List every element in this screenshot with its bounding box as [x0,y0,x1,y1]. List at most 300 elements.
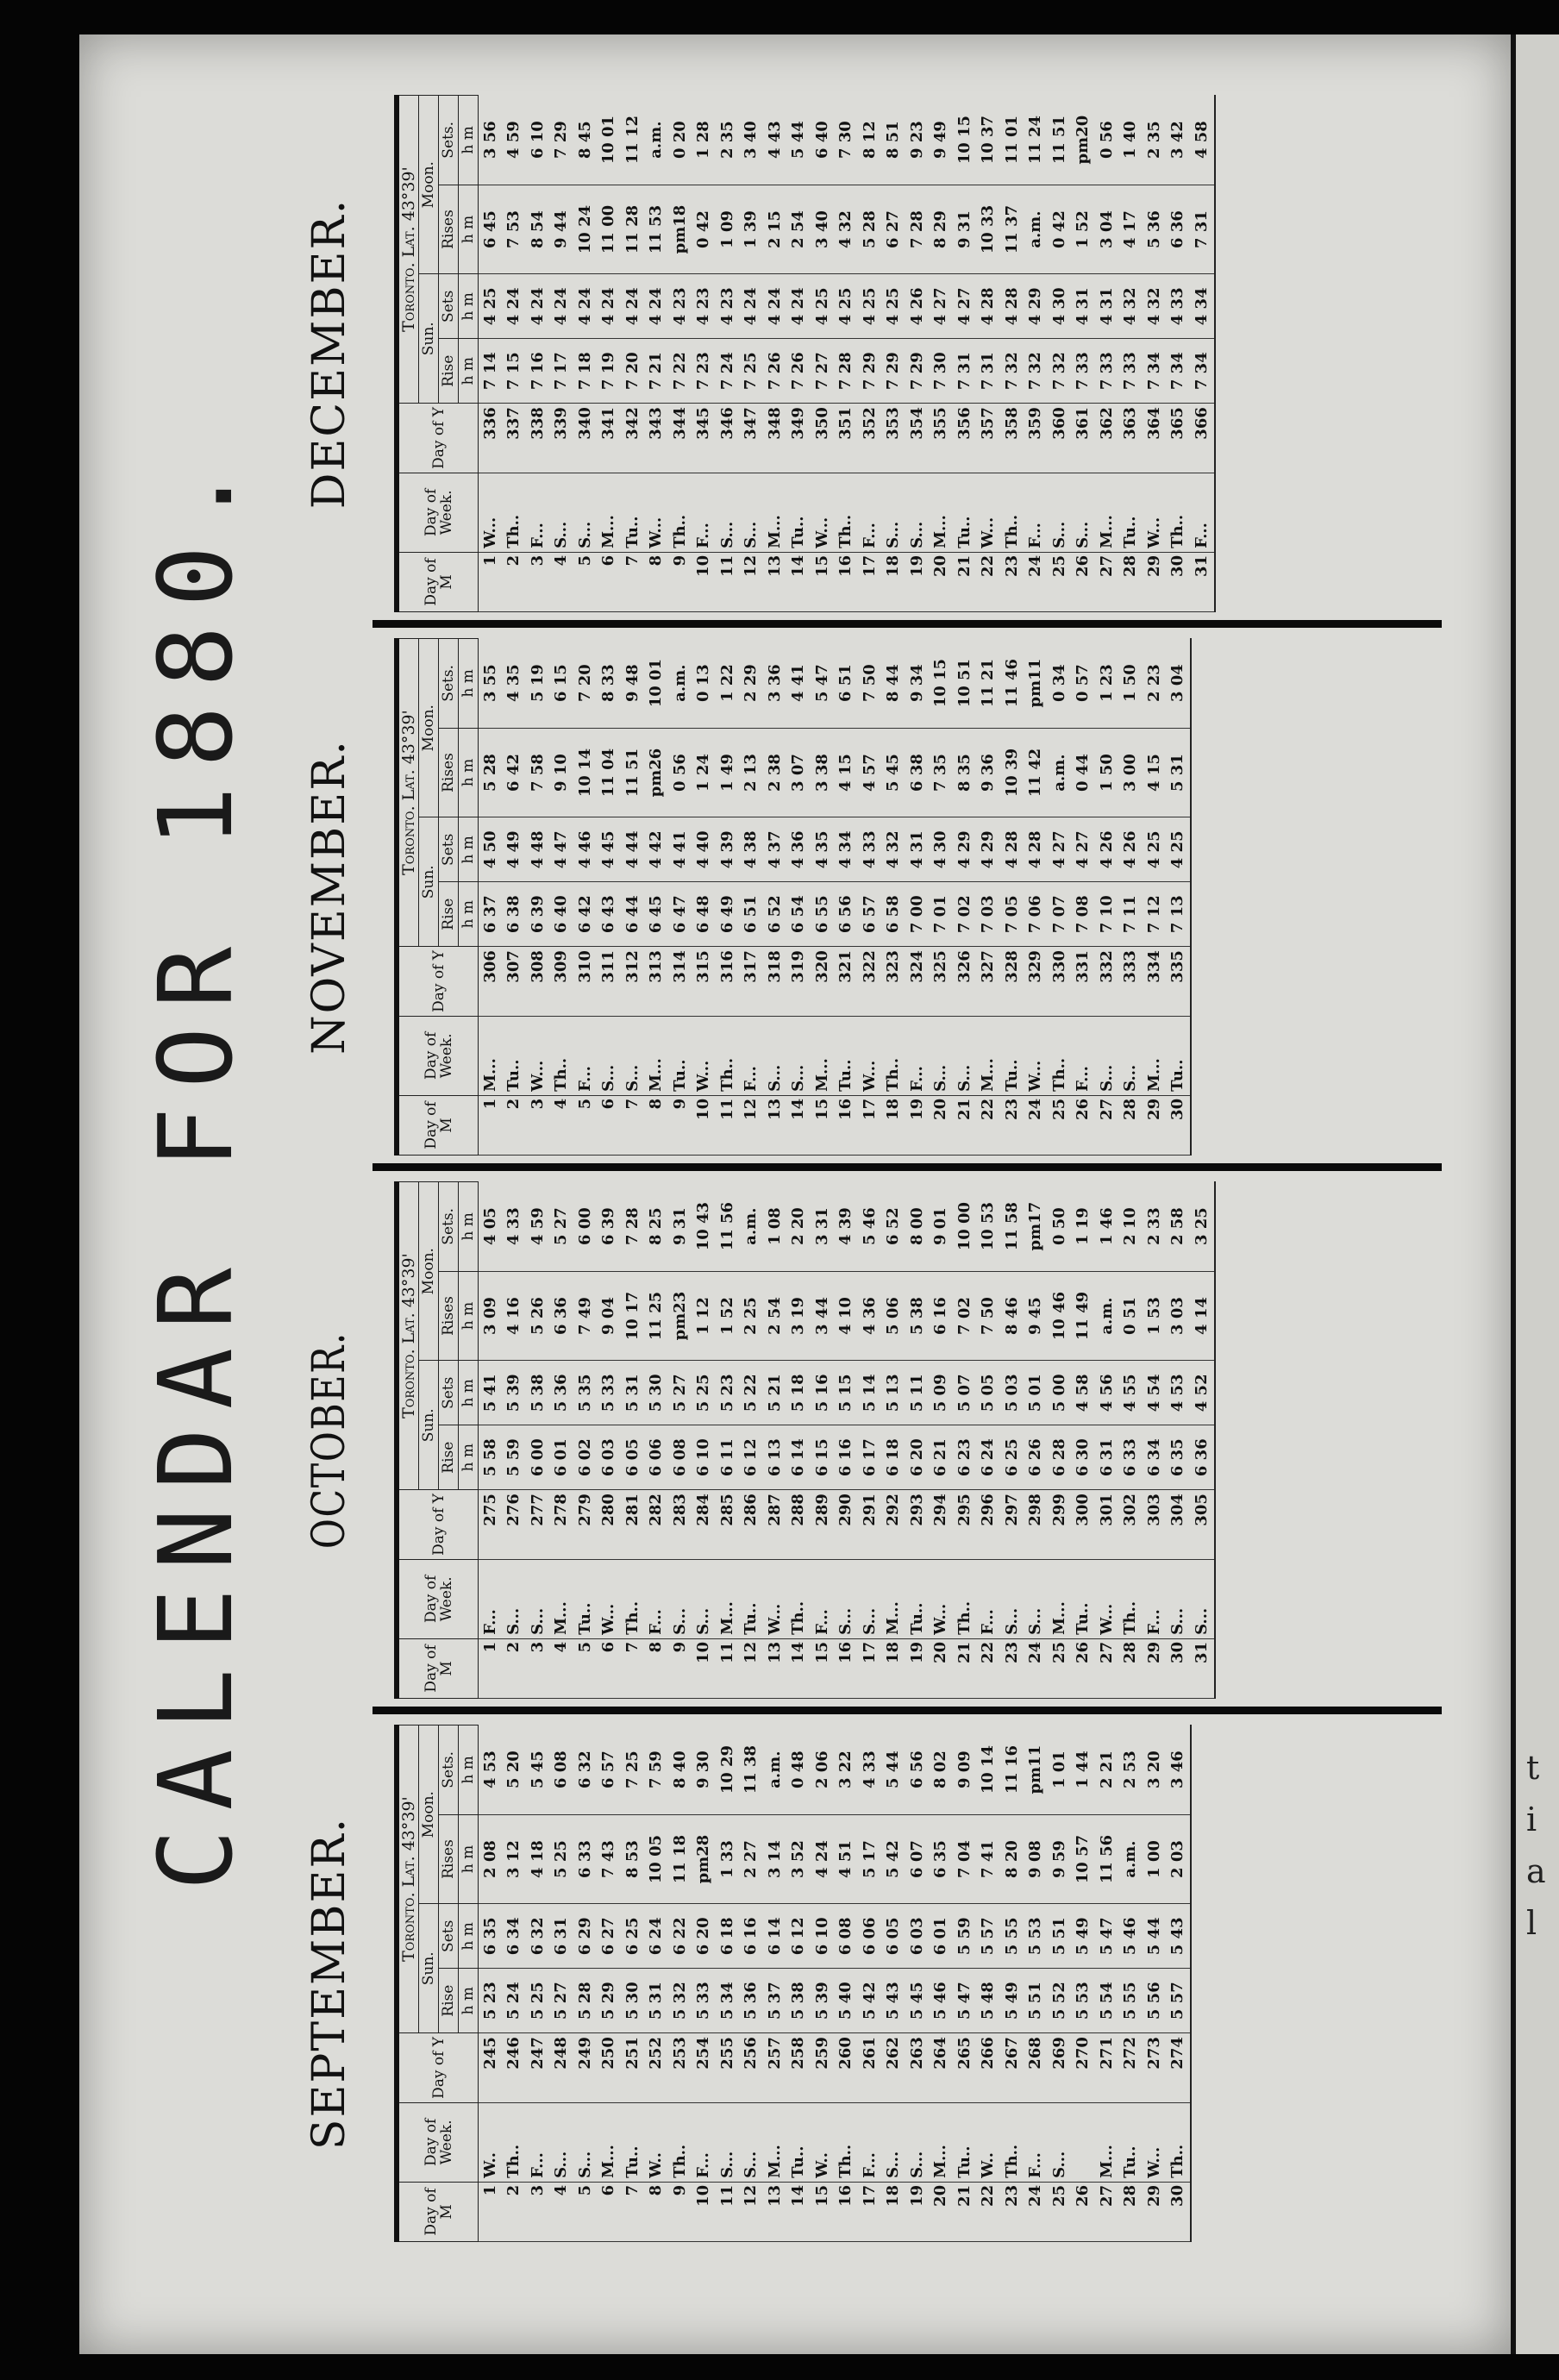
day-of-week: W.. [645,2102,669,2182]
day-of-month: 21 [953,1095,977,1155]
day-of-year: 309 [550,947,574,1017]
sun-set: 5 31 [621,1361,645,1425]
header-sun-sets: Sets [439,817,459,882]
sun-rise: 7 26 [787,339,811,404]
sun-rise: 5 37 [763,1969,787,2033]
sun-set: 6 31 [550,1904,574,1969]
day-of-week: M... [479,1016,503,1095]
table-row [811,1182,835,1699]
day-of-week: M... [977,1016,1001,1095]
table-row [1095,639,1119,1156]
day-of-year: 330 [1048,947,1072,1017]
table-row [905,639,930,1156]
sun-set: 6 08 [835,1904,859,1969]
moon-rise: 6 33 [573,1814,598,1904]
day-of-month: 6 [598,1095,622,1155]
day-of-month: 30 [1167,2182,1192,2241]
day-of-month: 7 [621,1638,645,1698]
table-row [479,639,503,1156]
moon-set: 11 58 [1000,1182,1024,1272]
sun-set: 4 32 [1119,274,1143,339]
table-row [692,96,717,612]
header-units: h m [459,1361,479,1425]
sun-set: 4 27 [1072,817,1096,882]
header-sun-rise: Rise [439,1425,459,1490]
day-of-week: S... [740,2102,764,2182]
day-of-week: S... [573,2102,598,2182]
sun-rise: 6 21 [930,1425,954,1490]
moon-rise: 7 43 [598,1814,622,1904]
moon-set: 0 13 [692,639,717,729]
table-row [503,1182,527,1699]
day-of-year: 312 [621,947,645,1017]
sun-set: 6 35 [479,1904,503,1969]
day-of-month: 9 [668,2182,692,2241]
sun-rise: 7 32 [1048,339,1072,404]
moon-rise: 11 37 [1000,185,1024,274]
day-of-year: 263 [905,2033,930,2103]
moon-rise: a.m. [1048,728,1072,817]
moon-rise: 9 36 [977,728,1001,817]
moon-set: 4 58 [1190,96,1215,185]
month-3 [265,95,1429,612]
sun-rise: 5 29 [598,1969,622,2033]
moon-set: 11 12 [621,96,645,185]
sun-rise: 6 39 [526,882,550,947]
sun-set: 5 16 [811,1361,835,1425]
moon-set: 4 59 [526,1182,550,1272]
day-of-week: Tu.. [835,1016,859,1095]
day-of-year: 283 [668,1490,692,1560]
moon-rise: 10 33 [977,185,1001,274]
day-of-week: S... [763,1016,787,1095]
moon-set: 10 29 [716,1726,740,1815]
sun-rise: 5 38 [787,1969,811,2033]
sun-rise: 7 33 [1072,339,1096,404]
header-moon-sets: Sets. [439,96,459,185]
moon-rise: 4 36 [858,1271,882,1361]
table-row [977,639,1001,1156]
header-units: h m [459,274,479,339]
day-of-week: Th.. [953,1559,977,1638]
sun-rise: 7 20 [621,339,645,404]
sun-rise: 6 03 [598,1425,622,1490]
sun-set: 4 41 [668,817,692,882]
day-of-week: S... [882,473,906,552]
sun-rise: 7 08 [1072,882,1096,947]
table-row [763,1726,787,2242]
header-sun: Sun. [419,817,439,947]
sun-set: 4 47 [550,817,574,882]
moon-rise: 10 46 [1048,1271,1072,1361]
moon-set: 2 53 [1119,1726,1143,1815]
moon-set: 1 22 [716,639,740,729]
sun-set: 5 38 [526,1361,550,1425]
day-of-month: 30 [1167,1638,1191,1698]
moon-set: 10 01 [598,96,622,185]
day-of-month: 12 [740,2182,764,2241]
sun-set: 5 41 [479,1361,503,1425]
day-of-week: M... [1143,1016,1167,1095]
day-of-month: 2 [503,1638,527,1698]
sun-rise: 5 58 [479,1425,503,1490]
day-of-week: F... [1143,1559,1167,1638]
day-of-month: 10 [692,552,717,611]
month-divider [373,1163,1442,1171]
moon-rise: 7 50 [977,1271,1001,1361]
day-of-week: Th.. [1000,473,1024,552]
moon-set: 4 33 [858,1726,882,1815]
table-row [526,639,550,1156]
table-row [835,1726,859,2242]
table-row [953,96,977,612]
sun-set: 4 24 [740,274,764,339]
day-of-month: 20 [930,552,954,611]
day-of-month: 23 [1000,552,1024,611]
day-of-month: 19 [905,2182,930,2241]
table-row [573,1726,598,2242]
sun-set: 5 00 [1048,1361,1072,1425]
table-row [1024,1726,1049,2242]
sun-set: 5 30 [645,1361,669,1425]
moon-rise: 3 07 [787,728,811,817]
moon-set: 7 59 [645,1726,669,1815]
day-of-year: 270 [1072,2033,1096,2103]
header-units: h m [459,1271,479,1361]
moon-rise: 3 03 [1167,1271,1191,1361]
sun-rise: 6 20 [905,1425,930,1490]
day-of-week: W... [479,473,503,552]
sun-set: 4 25 [882,274,906,339]
sun-rise: 5 55 [1119,1969,1143,2033]
sun-set: 4 33 [858,817,882,882]
sun-rise: 5 43 [882,1969,906,2033]
day-of-week: W... [1143,2102,1167,2182]
day-of-week: M... [763,473,787,552]
header-units: h m [459,1814,479,1904]
sun-rise: 5 56 [1143,1969,1167,2033]
sun-set: 4 53 [1167,1361,1191,1425]
table-row [977,96,1001,612]
table-row [1024,639,1049,1156]
day-of-week: F... [692,2102,717,2182]
sun-set: 6 01 [930,1904,954,1969]
sun-set: 4 26 [1095,817,1119,882]
day-of-month: 24 [1024,552,1049,611]
day-of-week: W... [1143,473,1167,552]
day-of-year: 292 [882,1490,906,1560]
day-of-week: S... [882,2102,906,2182]
moon-rise: 9 04 [598,1271,622,1361]
table-row [668,96,692,612]
moon-set: 1 40 [1119,96,1143,185]
sun-rise: 5 47 [953,1969,977,2033]
day-of-week: F... [645,1559,669,1638]
table-row [882,639,906,1156]
moon-set: 7 29 [550,96,574,185]
moon-rise: pm26 [645,728,669,817]
day-of-month: 31 [1190,1638,1215,1698]
sun-set: 4 26 [1119,817,1143,882]
moon-rise: 3 12 [503,1814,527,1904]
day-of-year: 340 [573,404,598,473]
day-of-month: 27 [1095,1638,1119,1698]
moon-rise: 8 53 [621,1814,645,1904]
day-of-year: 275 [479,1490,503,1560]
table-row [787,1726,811,2242]
moon-set: 8 33 [598,639,622,729]
moon-rise: 6 38 [905,728,930,817]
moon-set: 2 33 [1143,1182,1167,1272]
day-of-week: S... [835,1559,859,1638]
day-of-month: 19 [905,1638,930,1698]
day-of-week: S... [1190,1559,1215,1638]
moon-set: 8 12 [858,96,882,185]
day-of-week: Tu.. [621,2102,645,2182]
day-of-year: 274 [1167,2033,1192,2103]
moon-rise: 7 28 [905,185,930,274]
sun-rise: 7 27 [811,339,835,404]
sun-set: 4 48 [526,817,550,882]
moon-set: 9 30 [692,1726,717,1815]
moon-rise: 3 04 [1095,185,1119,274]
moon-set: 2 23 [1143,639,1167,729]
sun-set: 5 23 [716,1361,740,1425]
day-of-month: 31 [1190,552,1215,611]
sun-set: 4 38 [740,817,764,882]
moon-set: 2 06 [811,1726,835,1815]
day-of-year: 278 [550,1490,574,1560]
moon-rise: 9 31 [953,185,977,274]
day-of-month: 19 [905,552,930,611]
day-of-year: 277 [526,1490,550,1560]
sun-set: 5 35 [573,1361,598,1425]
table-row [977,1726,1001,2242]
moon-rise: 4 10 [835,1271,859,1361]
day-of-month: 24 [1024,2182,1049,2241]
day-of-month: 3 [526,1095,550,1155]
header-day-of-week: Day of Week. [397,473,479,552]
day-of-month: 5 [573,1095,598,1155]
day-of-month: 13 [763,552,787,611]
facing-page-edge [1511,34,1559,2354]
sun-rise: 5 48 [977,1969,1001,2033]
day-of-month: 6 [598,1638,622,1698]
sun-set: 5 09 [930,1361,954,1425]
day-of-week: S... [526,1559,550,1638]
moon-set: 6 00 [573,1182,598,1272]
day-of-month: 4 [550,552,574,611]
sun-set: 6 20 [692,1904,717,1969]
day-of-week: W... [645,473,669,552]
moon-set: 4 53 [479,1726,503,1815]
sun-set: 6 29 [573,1904,598,1969]
day-of-week: Tu.. [1072,1559,1096,1638]
header-sun-sets: Sets [439,274,459,339]
sun-rise: 7 34 [1167,339,1191,404]
table-row [526,1182,550,1699]
sun-rise: 7 31 [953,339,977,404]
day-of-year: 249 [573,2033,598,2103]
day-of-week: F... [1072,1016,1096,1095]
table-row [787,639,811,1156]
header-units: h m [459,882,479,947]
table-row [763,96,787,612]
day-of-year: 319 [787,947,811,1017]
moon-rise: 9 44 [550,185,574,274]
day-of-month: 5 [573,552,598,611]
sun-rise: 7 07 [1048,882,1072,947]
sun-rise: 7 26 [763,339,787,404]
day-of-week: F... [905,1016,930,1095]
sun-set: 5 25 [692,1361,717,1425]
sun-set: 5 36 [550,1361,574,1425]
month-divider [373,620,1442,628]
sun-rise: 6 18 [882,1425,906,1490]
sun-set: 6 34 [503,1904,527,1969]
day-of-week: M... [1095,473,1119,552]
day-of-week: W.. [811,2102,835,2182]
page-title: CALENDAR FOR 1880. [136,446,255,1891]
moon-rise: 10 05 [645,1814,669,1904]
day-of-year: 245 [479,2033,503,2103]
sun-set: 4 25 [1143,817,1167,882]
table-row [526,96,550,612]
table-row [811,1726,835,2242]
day-of-month: 27 [1095,1095,1119,1155]
table-row [835,639,859,1156]
day-of-month: 25 [1048,1095,1072,1155]
moon-rise: 5 38 [905,1271,930,1361]
sun-rise: 5 52 [1048,1969,1072,2033]
day-of-month: 15 [811,2182,835,2241]
sun-set: 4 29 [1024,274,1049,339]
table-row [1119,1726,1143,2242]
day-of-week: M... [930,2102,954,2182]
sun-rise: 6 24 [977,1425,1001,1490]
sun-set: 4 40 [692,817,717,882]
day-of-month: 26 [1072,1095,1096,1155]
day-of-year: 282 [645,1490,669,1560]
month-table [394,1725,1192,2242]
day-of-year: 355 [930,404,954,473]
header-sun-rise: Rise [439,882,459,947]
moon-set: 5 44 [882,1726,906,1815]
sun-set: 6 10 [811,1904,835,1969]
table-row [1190,1182,1215,1699]
sun-rise: 6 14 [787,1425,811,1490]
sun-rise: 7 22 [668,339,692,404]
moon-set: 6 39 [598,1182,622,1272]
table-row [1048,96,1072,612]
header-sun: Sun. [419,274,439,404]
moon-rise: 4 16 [503,1271,527,1361]
sun-set: 4 31 [1072,274,1096,339]
moon-rise: 2 08 [479,1814,503,1904]
day-of-month: 4 [550,2182,574,2241]
moon-rise: 6 16 [930,1271,954,1361]
day-of-year: 300 [1072,1490,1096,1560]
day-of-year: 291 [858,1490,882,1560]
table-row [740,639,764,1156]
day-of-week: S... [1167,1559,1191,1638]
sun-rise: 5 49 [1000,1969,1024,2033]
month-name: NOVEMBER. [304,739,355,1055]
moon-rise: 0 51 [1119,1271,1143,1361]
sun-rise: 6 34 [1143,1425,1167,1490]
sun-rise: 6 55 [811,882,835,947]
day-of-year: 313 [645,947,669,1017]
sun-rise: 6 31 [1095,1425,1119,1490]
table-row [573,1182,598,1699]
day-of-month: 4 [550,1095,574,1155]
day-of-week: W... [977,473,1001,552]
header-moon: Moon. [419,1726,439,1904]
moon-rise: 9 08 [1024,1814,1049,1904]
day-of-week: Tu.. [668,1016,692,1095]
moon-set: 7 28 [621,1182,645,1272]
day-of-week: F... [692,473,717,552]
day-of-year: 320 [811,947,835,1017]
day-of-year: 351 [835,404,859,473]
day-of-year: 321 [835,947,859,1017]
day-of-year: 256 [740,2033,764,2103]
sun-rise: 7 24 [716,339,740,404]
sun-set: 4 34 [1190,274,1215,339]
moon-set: 3 20 [1143,1726,1167,1815]
header-moon-rises: Rises [439,728,459,817]
sun-rise: 5 45 [905,1969,930,2033]
table-row [621,1182,645,1699]
day-of-month: 30 [1167,552,1191,611]
moon-set: 5 45 [526,1726,550,1815]
sun-set: 6 05 [882,1904,906,1969]
moon-set: 9 09 [953,1726,977,1815]
sun-set: 4 28 [1000,274,1024,339]
moon-set: 2 29 [740,639,764,729]
day-of-month: 18 [882,552,906,611]
moon-set: 2 20 [787,1182,811,1272]
day-of-year: 246 [503,2033,527,2103]
header-units: h m [459,339,479,404]
table-row [503,96,527,612]
day-of-year: 268 [1024,2033,1049,2103]
moon-rise: 5 28 [479,728,503,817]
sun-set: 5 46 [1119,1904,1143,1969]
day-of-month: 1 [479,552,503,611]
sun-rise: 5 31 [645,1969,669,2033]
sun-set: 6 25 [621,1904,645,1969]
day-of-year: 338 [526,404,550,473]
moon-rise: 11 28 [621,185,645,274]
day-of-year: 297 [1000,1490,1024,1560]
day-of-month: 22 [977,552,1001,611]
moon-set: 9 31 [668,1182,692,1272]
day-of-month: 20 [930,1095,954,1155]
table-row [953,1726,977,2242]
moon-rise: 1 12 [692,1271,717,1361]
day-of-month: 29 [1143,1095,1167,1155]
moon-set: a.m. [668,639,692,729]
sun-rise: 6 37 [479,882,503,947]
moon-rise: 7 02 [953,1271,977,1361]
sun-set: 4 25 [858,274,882,339]
table-row [526,1726,550,2242]
day-of-month: 29 [1143,1638,1167,1698]
day-of-year: 305 [1190,1490,1215,1560]
moon-set: 10 37 [977,96,1001,185]
table-row [621,639,645,1156]
